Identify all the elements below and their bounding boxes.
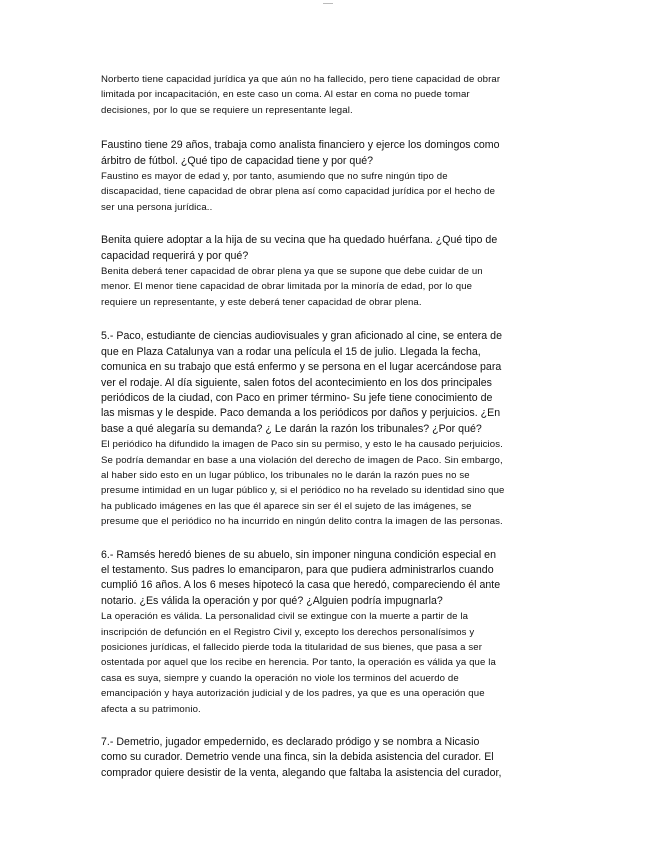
- question-line: comunica en su trabajo que está enfermo y se persona en el lugar acercándose para: [101, 361, 502, 374]
- answer-line: requiere un representante, y este deberá tener capacidad de obrar plena.: [101, 296, 422, 308]
- answer-line: decisiones, por lo que se requiere un representante legal.: [101, 104, 353, 116]
- paragraph-block: [101, 735, 551, 781]
- answer-line: al haber sido esto en un lugar público, los tribunales no le darán la razón pues no se: [101, 469, 470, 481]
- answer-line: ha publicado imágenes en las que él aparece sin ser él el sujeto de las imágenes, se: [101, 500, 472, 512]
- answer-line: La operación es válida. La personalidad civil se extingue con la muerte a partir de la: [101, 611, 469, 623]
- answer-line: menor. El menor tiene capacidad de obrar limitada por la minoría de edad, por lo que: [101, 281, 473, 293]
- paragraph-block: [101, 138, 551, 215]
- answer-line: El periódico ha difundido la imagen de Paco sin su permiso, y esto le ha causado perjuicios.: [101, 439, 503, 451]
- answer-line: afecta a su patrimonio.: [101, 703, 201, 715]
- answer-line: Faustino es mayor de edad y, por tanto, asumiendo que no sufre ningún tipo de: [101, 171, 448, 183]
- paragraph-block: [101, 72, 551, 118]
- answer-line: Norberto tiene capacidad jurídica ya que aún no ha fallecido, pero tiene capacidad de obrar: [101, 74, 501, 85]
- document-body: [101, 72, 551, 801]
- question-line: cumplió 16 años. A los 6 meses hipotecó la casa que heredó, compareciendo él ante: [101, 579, 501, 592]
- answer-line: discapacidad, tiene capacidad de obrar plena así como capacidad jurídica por el hecho de: [101, 186, 496, 198]
- question-line: notario. ¿Es válida la operación y por qué? ¿Alguien podría impugnarla?: [101, 594, 443, 607]
- question-line: 6.- Ramsés heredó bienes de su abuelo, sin imponer ninguna condición especial en: [101, 548, 496, 561]
- answer-line: casa es suya, siempre y cuando la operación no viole los terminos del acuerdo de: [101, 672, 459, 684]
- question-line: base a qué alegaría su demanda? ¿ Le darán la razón los tribunales? ¿Por qué?: [101, 422, 482, 435]
- question-line: Benita quiere adoptar a la hija de su vecina que ha quedado huérfana. ¿Qué tipo de: [101, 234, 498, 247]
- answer-line: Benita deberá tener capacidad de obrar plena ya que se supone que debe cuidar de un: [101, 266, 483, 278]
- question-line: ver el rodaje. Al día siguiente, salen fotos del acontecimiento en los dos principales: [101, 376, 492, 389]
- page-top-mark: [323, 0, 333, 4]
- question-line: como su curador. Demetrio vende una finca, sin la debida asistencia del curador. El: [101, 751, 494, 764]
- answer-line: presume que el periódico no ha incurrido en ningún delito contra la imagen de las personas.: [101, 516, 503, 528]
- answer-line: presume intimidad en un lugar público y, si el periódico no ha revelado su identidad sino que: [101, 485, 505, 497]
- question-line: que en Plaza Catalunya van a rodar una película el 15 de julio. Llegada la fecha,: [101, 345, 481, 358]
- paragraph-block: [101, 233, 551, 310]
- answer-line: limitada por incapacitación, en este caso un coma. Al estar en coma no puede tomar: [101, 89, 470, 101]
- answer-line: emancipación y haya autorización judicial y de los padres, ya que es una operación que: [101, 688, 485, 700]
- paragraph-block: [101, 329, 551, 529]
- question-line: periódicos de la ciudad, con Paco en primer término- Su jefe tiene conocimiento de: [101, 391, 493, 404]
- question-line: árbitro de fútbol. ¿Qué tipo de capacidad tiene y por qué?: [101, 154, 374, 167]
- answer-line: ser una persona jurídica..: [101, 201, 213, 213]
- question-line: Faustino tiene 29 años, trabaja como analista financiero y ejerce los domingos como: [101, 139, 500, 152]
- question-line: comprador quiere desistir de la venta, alegando que faltaba la asistencia del curador,: [101, 766, 502, 779]
- question-line: 7.- Demetrio, jugador empedernido, es declarado pródigo y se nombra a Nicasio: [101, 736, 480, 749]
- answer-line: ostentada por aquel que los recibe en herencia. Por tanto, la operación es válida ya que la: [101, 657, 496, 669]
- question-line: las mismas y le despide. Paco demanda a los periódicos por daños y perjuicios. ¿En: [101, 407, 501, 420]
- answer-line: Se podría demandar en base a una violación del derecho de imagen de Paco. Sin embargo,: [101, 454, 503, 466]
- answer-line: inscripción de defunción en el Registro Civil y, excepto los derechos personalísimos y: [101, 626, 475, 638]
- question-line: 5.- Paco, estudiante de ciencias audiovisuales y gran aficionado al cine, se entera de: [101, 330, 503, 343]
- question-line: capacidad requerirá y por qué?: [101, 249, 249, 262]
- question-line: el testamento. Sus padres lo emanciparon, para que pudiera administrarlos cuando: [101, 563, 494, 576]
- paragraph-block: [101, 548, 551, 717]
- answer-line: posiciones jurídicas, el fallecido pierde toda la titularidad de sus bienes, que pasa a ser: [101, 642, 483, 653]
